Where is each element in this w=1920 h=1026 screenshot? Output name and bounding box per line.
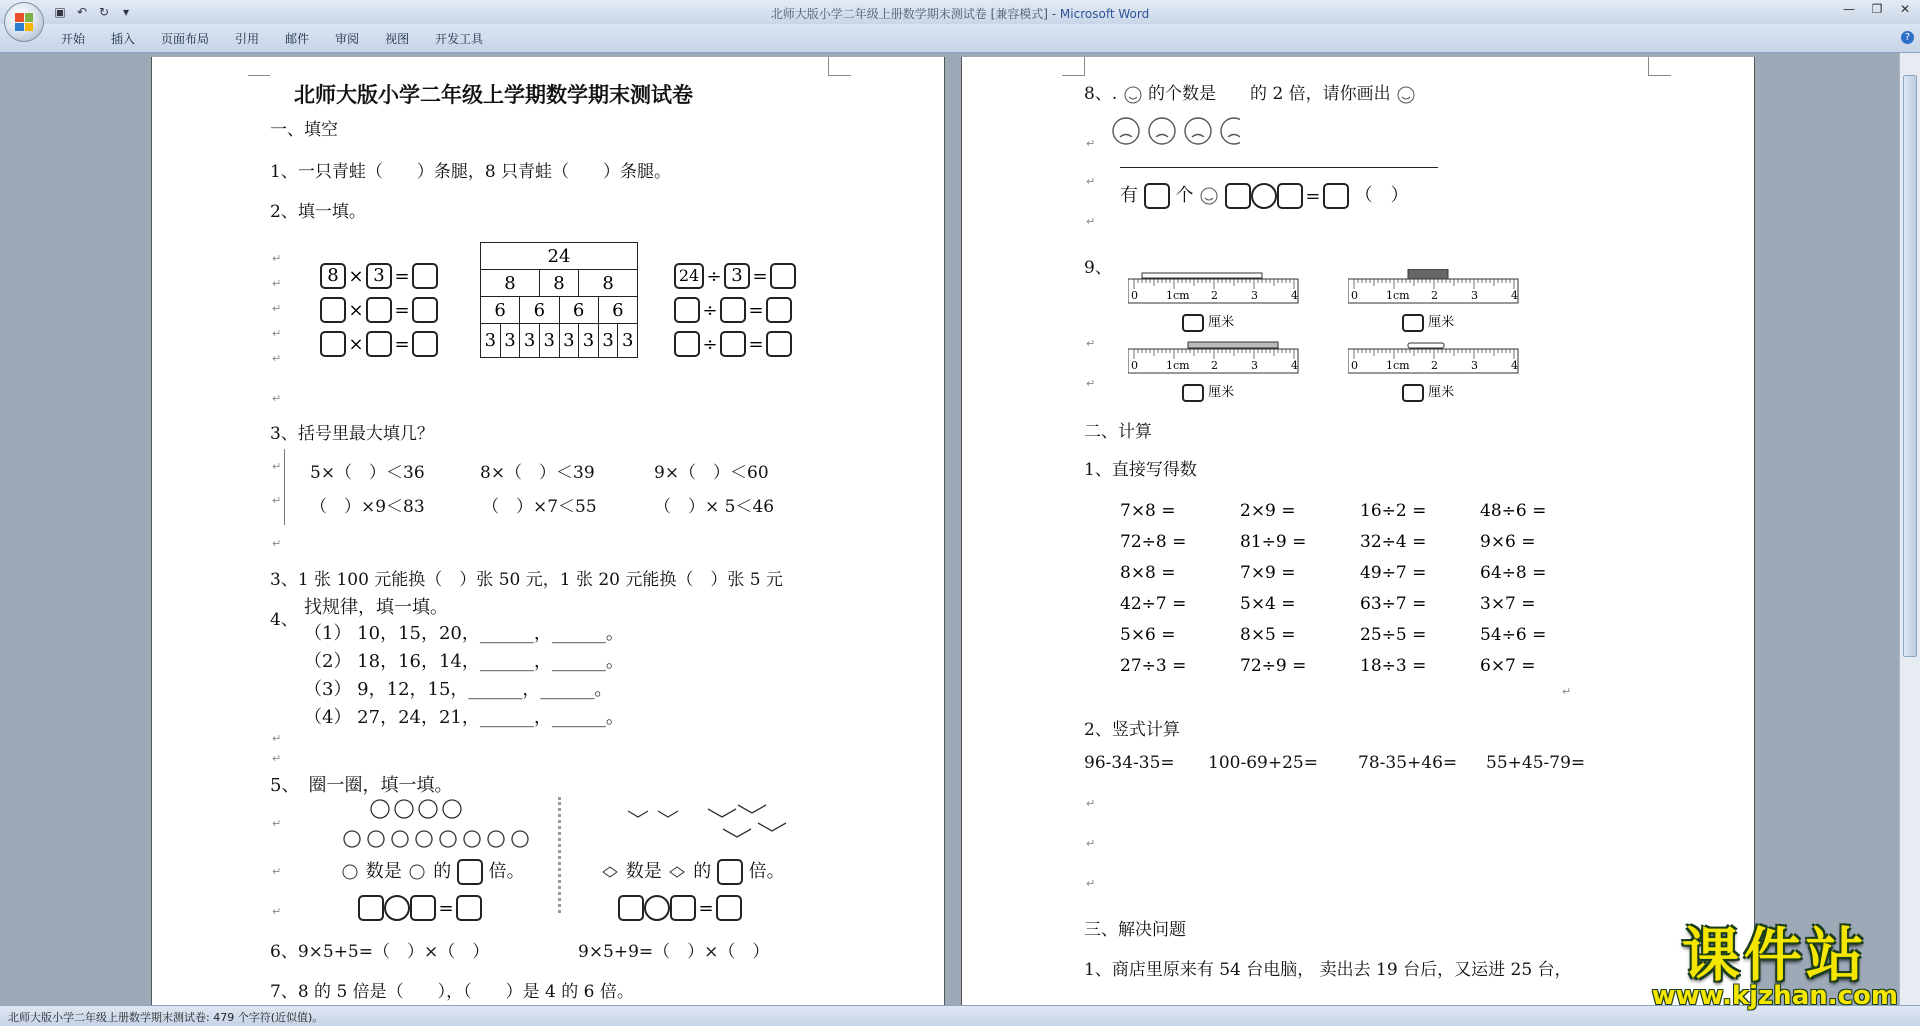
bee-illustration-icon xyxy=(340,795,540,855)
question-4-title: 找规律，填一填。 xyxy=(304,597,448,618)
equals-sign: = xyxy=(1305,185,1321,207)
smile-face-icon xyxy=(1123,85,1143,105)
section-fill-in: 一、填空 xyxy=(270,120,338,140)
paragraph-mark: ↵ xyxy=(272,732,282,745)
calc-item: 63÷7 = xyxy=(1360,594,1427,614)
ruler-tick-label: 2 xyxy=(1431,289,1438,302)
q5-text: 数是 xyxy=(625,861,662,882)
q8-ge: 个 xyxy=(1175,185,1194,206)
calc-item: 5×4 = xyxy=(1240,594,1296,614)
calc-item: 6×7 = xyxy=(1480,656,1536,676)
minimize-icon[interactable]: — xyxy=(1843,2,1855,16)
answer-box[interactable] xyxy=(720,297,746,323)
divider-zigzag xyxy=(558,797,573,913)
office-button[interactable] xyxy=(4,2,44,42)
q8-unit: （ ） xyxy=(1354,185,1409,206)
answer-box[interactable] xyxy=(766,297,792,323)
divide-sign: ÷ xyxy=(702,333,718,355)
ruler-tick-label: 4 xyxy=(1511,289,1518,302)
calc-item: 18÷3 = xyxy=(1360,656,1427,676)
answer-box[interactable] xyxy=(1182,314,1204,332)
window-controls xyxy=(1840,2,1914,16)
answer-box[interactable] xyxy=(716,895,742,921)
answer-box[interactable] xyxy=(770,263,796,289)
grid-cell: 8 xyxy=(539,270,578,297)
calc-item: 81÷9 = xyxy=(1240,532,1307,552)
paragraph-mark: ↵ xyxy=(272,865,282,878)
ruler-tick-label: 0 xyxy=(1131,359,1138,372)
calc-item: 2×9 = xyxy=(1240,501,1296,521)
document-workspace xyxy=(0,53,1900,1005)
q5-text: 倍。 xyxy=(488,861,525,882)
q8-line xyxy=(1084,79,1416,105)
paragraph-mark: ↵ xyxy=(272,494,282,507)
grid-cell: 3 xyxy=(598,324,618,358)
paragraph-mark: ↵ xyxy=(1086,137,1096,150)
vertical-item: 55+45-79= xyxy=(1486,753,1586,773)
calc-item: 27÷3 = xyxy=(1120,656,1187,676)
smile-face-icon xyxy=(1199,186,1219,206)
answer-box[interactable] xyxy=(358,895,384,921)
watermark-title: 课件站 xyxy=(1681,921,1868,989)
grid-cell: 3 xyxy=(579,324,599,358)
equals-sign: = xyxy=(698,897,714,919)
ruler-tick-label: 1cm xyxy=(1386,289,1410,302)
question-1: 1、一只青蛙（ ）条腿，8 只青蛙（ ）条腿。 xyxy=(270,162,672,182)
grid-cell: 6 xyxy=(481,297,520,324)
vertical-item: 100-69+25= xyxy=(1208,753,1318,773)
question-2: 2、填一填。 xyxy=(270,202,366,222)
pattern-row-4: （4） 27，24，21，______，______。 xyxy=(304,707,624,728)
calc-item: 7×9 = xyxy=(1240,563,1296,583)
grid-cell: 6 xyxy=(598,297,637,324)
calc-item: 16÷2 = xyxy=(1360,501,1427,521)
grid-cell: 6 xyxy=(520,297,559,324)
q3-item: 8×（ ）＜39 xyxy=(480,463,595,483)
answer-box[interactable] xyxy=(618,895,644,921)
calc-item: 5×6 = xyxy=(1120,625,1176,645)
calc-subtitle-2: 2、竖式计算 xyxy=(1084,720,1180,740)
smile-face-icon xyxy=(1396,85,1416,105)
q3-item: （ ）×9＜83 xyxy=(310,497,425,517)
section-problem-solving: 三、解决问题 xyxy=(1084,920,1186,940)
crop-mark xyxy=(828,57,851,76)
answer-box[interactable] xyxy=(412,297,438,323)
ruler-answer xyxy=(1182,381,1234,402)
calc-subtitle-1: 1、直接写得数 xyxy=(1084,460,1197,480)
watermark-url: www.kjzhan.com xyxy=(1651,981,1898,1011)
equals-sign: = xyxy=(752,265,768,287)
eq-divide-row-1 xyxy=(674,263,796,289)
ruler-tick-label: 1cm xyxy=(1166,359,1190,372)
calc-item: 48÷6 = xyxy=(1480,501,1547,521)
q5-equation-left xyxy=(358,895,482,921)
answer-box[interactable] xyxy=(1277,183,1303,209)
dragonfly-illustration-icon xyxy=(618,799,788,849)
paragraph-mark: ↵ xyxy=(272,460,282,473)
crop-mark xyxy=(1648,57,1671,76)
equals-sign: = xyxy=(748,333,764,355)
ruler-unit: 厘米 xyxy=(1428,385,1455,400)
section-calculation: 二、计算 xyxy=(1084,422,1152,442)
paragraph-mark: ↵ xyxy=(272,752,282,765)
given-number-box: 3 xyxy=(366,263,392,289)
paragraph-mark: ↵ xyxy=(1086,215,1096,228)
question-6b: 9×5+9=（ ）×（ ） xyxy=(578,942,770,962)
paragraph-mark: ↵ xyxy=(1086,175,1096,188)
q8-have: 有 xyxy=(1120,185,1138,206)
bee-icon xyxy=(340,862,360,882)
grid-cell: 3 xyxy=(559,324,579,358)
calc-item: 72÷9 = xyxy=(1240,656,1307,676)
tab-developer[interactable]: 开发工具 xyxy=(435,32,484,46)
ruler-tick-label: 2 xyxy=(1211,359,1218,372)
ruler-unit: 厘米 xyxy=(1208,385,1235,400)
document-title: 北师大版小学二年级上学期数学期末测试卷 xyxy=(294,82,693,107)
grid-cell: 3 xyxy=(618,324,638,358)
ruler-answer xyxy=(1402,381,1454,402)
answer-box[interactable] xyxy=(366,297,392,323)
calc-item: 54÷6 = xyxy=(1480,625,1547,645)
eq-multiply-row-3 xyxy=(320,331,438,357)
page-right xyxy=(962,57,1754,1005)
crop-mark xyxy=(1062,57,1085,76)
given-number-box: 8 xyxy=(320,263,346,289)
equals-sign: = xyxy=(394,265,410,287)
answer-box[interactable] xyxy=(674,331,700,357)
answer-box[interactable] xyxy=(720,331,746,357)
problem-1: 1、商店里原来有 54 台电脑， 卖出去 19 台后，又运进 25 台， xyxy=(1084,960,1572,980)
q5-equation-right xyxy=(618,895,742,921)
vertical-scrollbar[interactable] xyxy=(1899,53,1920,1005)
app-name: Microsoft Word xyxy=(1059,7,1150,21)
paragraph-mark: ↵ xyxy=(1086,337,1096,350)
answer-box[interactable] xyxy=(412,331,438,357)
answer-box[interactable] xyxy=(366,331,392,357)
ruler-tick-label: 4 xyxy=(1291,359,1298,372)
answer-box[interactable] xyxy=(717,859,743,885)
q5-text: 数是 xyxy=(365,861,402,882)
grid-cell: 6 xyxy=(559,297,598,324)
equals-sign: = xyxy=(394,299,410,321)
ruler-tick-label: 0 xyxy=(1351,289,1358,302)
grid-total: 24 xyxy=(481,243,638,270)
question-3b: 3、1 张 100 元能换（ ）张 50 元，1 张 20 元能换（ ）张 5 元 xyxy=(270,570,784,590)
q8-answer-line xyxy=(1120,181,1409,209)
calc-item: 9×6 = xyxy=(1480,532,1536,552)
answer-box[interactable] xyxy=(766,331,792,357)
title-bar xyxy=(0,0,1920,24)
restore-icon[interactable]: ❐ xyxy=(1871,2,1883,16)
divide-sign: ÷ xyxy=(706,265,722,287)
crop-mark xyxy=(248,57,270,76)
answer-box[interactable] xyxy=(674,297,700,323)
equals-sign: = xyxy=(394,333,410,355)
grid-cell: 8 xyxy=(481,270,540,297)
calc-item: 72÷8 = xyxy=(1120,532,1187,552)
pattern-row-1: （1） 10，15，20，______，______。 xyxy=(304,623,624,644)
paragraph-mark: ↵ xyxy=(272,302,282,315)
tab-mailings[interactable]: 邮件 xyxy=(285,32,310,46)
ruler-answer xyxy=(1182,311,1234,332)
undo-icon[interactable]: ↶ xyxy=(76,5,88,19)
butterfly-icon xyxy=(667,862,687,882)
sad-faces-row-icon xyxy=(1110,115,1240,147)
vertical-item: 96-34-35= xyxy=(1084,753,1175,773)
answer-box[interactable] xyxy=(1225,183,1251,209)
question-9: 9、 xyxy=(1084,258,1112,278)
paragraph-mark: ↵ xyxy=(272,537,282,550)
q8-number: 8、. xyxy=(1084,84,1118,104)
tab-references[interactable]: 引用 xyxy=(235,32,260,46)
times-sign: × xyxy=(348,333,364,355)
paragraph-mark: ↵ xyxy=(1086,877,1096,890)
calc-item: 64÷8 = xyxy=(1480,563,1547,583)
ruler-tick-label: 2 xyxy=(1211,289,1218,302)
status-bar xyxy=(0,1005,1920,1026)
customize-toolbar-icon[interactable]: ▾ xyxy=(122,5,130,19)
eq-divide-row-3 xyxy=(674,331,792,357)
answer-box[interactable] xyxy=(456,895,482,921)
scrollbar-thumb[interactable] xyxy=(1903,75,1917,657)
paragraph-mark: ↵ xyxy=(1086,797,1096,810)
equals-sign: = xyxy=(438,897,454,919)
calc-item: 8×8 = xyxy=(1120,563,1176,583)
divide-sign: ÷ xyxy=(702,299,718,321)
tab-page-layout[interactable]: 页面布局 xyxy=(161,32,210,46)
ruler-unit: 厘米 xyxy=(1428,315,1455,330)
ruler-tick-label: 3 xyxy=(1471,359,1478,372)
help-icon[interactable]: ? xyxy=(1901,31,1914,44)
paragraph-mark: ↵ xyxy=(272,817,282,830)
calc-item: 49÷7 = xyxy=(1360,563,1427,583)
question-3: 3、括号里最大填几？ xyxy=(270,424,434,444)
q5-text: 倍。 xyxy=(748,861,785,882)
drawing-line xyxy=(1120,167,1438,168)
ruler-tick-label: 4 xyxy=(1511,359,1518,372)
ruler-tick-label: 3 xyxy=(1251,359,1258,372)
bee-icon xyxy=(407,862,427,882)
watermark-logo xyxy=(1651,921,1898,1011)
eq-divide-row-2 xyxy=(674,297,792,323)
question-6a: 6、9×5+5=（ ）×（ ） xyxy=(270,942,490,962)
q3-item: 9×（ ）＜60 xyxy=(654,463,769,483)
paragraph-mark: ↵ xyxy=(1086,837,1096,850)
eq-multiply-row-2 xyxy=(320,297,438,323)
question-4-number: 4、 xyxy=(270,610,298,630)
pattern-row-3: （3） 9，12，15，______，______。 xyxy=(304,679,613,700)
paragraph-mark: ↵ xyxy=(272,392,282,405)
calc-item: 25÷5 = xyxy=(1360,625,1427,645)
answer-box[interactable] xyxy=(320,331,346,357)
answer-box[interactable] xyxy=(320,297,346,323)
answer-box[interactable] xyxy=(1182,384,1204,402)
answer-box[interactable] xyxy=(412,263,438,289)
answer-box[interactable] xyxy=(670,895,696,921)
paragraph-mark: ↵ xyxy=(1086,377,1096,390)
ruler-tick-label: 4 xyxy=(1291,289,1298,302)
calc-item: 7×8 = xyxy=(1120,501,1176,521)
tab-insert[interactable]: 插入 xyxy=(111,32,136,46)
ruler-unit: 厘米 xyxy=(1208,315,1235,330)
q3-item: （ ）× 5＜46 xyxy=(654,497,775,517)
ribbon xyxy=(0,24,1920,53)
ruler-tick-label: 2 xyxy=(1431,359,1438,372)
window-title: 北师大版小学二年级上册数学期末测试卷 [兼容模式] - Microsoft Word xyxy=(770,7,1150,21)
ruler-tick-label: 1cm xyxy=(1386,359,1410,372)
answer-box[interactable] xyxy=(410,895,436,921)
grid-cell: 3 xyxy=(539,324,559,358)
status-text: 北师大版小学二年级上册数学期末测试卷: 479 个字符(近似值)。 xyxy=(8,1011,324,1024)
tab-review[interactable]: 审阅 xyxy=(335,32,360,46)
vertical-item: 78-35+46= xyxy=(1358,753,1458,773)
pattern-row-2: （2） 18，16，14，______，______。 xyxy=(304,651,624,672)
save-icon[interactable]: ▣ xyxy=(54,5,66,19)
ribbon-tabs xyxy=(48,30,496,47)
calc-item: 3×7 = xyxy=(1480,594,1536,614)
answer-box[interactable] xyxy=(1144,183,1170,209)
tab-view[interactable]: 视图 xyxy=(385,32,410,46)
times-sign: × xyxy=(348,265,364,287)
q3-item: （ ）×7＜55 xyxy=(482,497,597,517)
grid-cell: 8 xyxy=(579,270,638,297)
paragraph-mark: ↵ xyxy=(272,352,282,365)
answer-box[interactable] xyxy=(457,859,483,885)
operator-circle[interactable] xyxy=(1251,183,1277,209)
q5-sentence-right xyxy=(600,857,785,885)
answer-box[interactable] xyxy=(1323,183,1349,209)
paragraph-mark: ↵ xyxy=(272,905,282,918)
office-logo-icon xyxy=(15,13,33,31)
question-7: 7、8 的 5 倍是（ ），（ ）是 4 的 6 倍。 xyxy=(270,982,634,1002)
paragraph-mark: ↵ xyxy=(272,327,282,340)
operator-circle[interactable] xyxy=(384,895,410,921)
times-sign: × xyxy=(348,299,364,321)
ruler-answer xyxy=(1402,311,1454,332)
calc-item: 32÷4 = xyxy=(1360,532,1427,552)
q5-text: 的 xyxy=(433,861,452,882)
q3-item: 5×（ ）＜36 xyxy=(310,463,425,483)
paragraph-mark: ↵ xyxy=(272,277,282,290)
calc-item: 8×5 = xyxy=(1240,625,1296,645)
redo-icon[interactable]: ↻ xyxy=(98,5,110,19)
grid-cell: 3 xyxy=(520,324,540,358)
division-grid xyxy=(480,242,638,358)
paragraph-mark: ↵ xyxy=(272,252,282,265)
grid-cell: 3 xyxy=(500,324,520,358)
answer-box[interactable] xyxy=(1402,384,1424,402)
calc-item: 42÷7 = xyxy=(1120,594,1187,614)
ruler-tick-label: 0 xyxy=(1351,359,1358,372)
answer-box[interactable] xyxy=(1402,314,1424,332)
dragonfly-icon xyxy=(600,862,620,882)
grid-cell: 3 xyxy=(481,324,501,358)
given-number-box: 3 xyxy=(724,263,750,289)
q5-text: 的 xyxy=(693,861,712,882)
ruler-tick-label: 0 xyxy=(1131,289,1138,302)
close-icon[interactable]: ✕ xyxy=(1899,2,1911,16)
ruler-tick-label: 3 xyxy=(1471,289,1478,302)
ruler-tick-label: 3 xyxy=(1251,289,1258,302)
paragraph-mark: ↵ xyxy=(1562,685,1572,698)
equals-sign: = xyxy=(748,299,764,321)
question-5: 5、 圈一圈，填一填。 xyxy=(270,775,453,796)
eq-multiply-row-1 xyxy=(320,263,438,289)
tab-home[interactable]: 开始 xyxy=(61,32,86,46)
q8-text: 的个数是 的 2 倍，请你画出 xyxy=(1148,84,1391,104)
q5-sentence-left xyxy=(340,857,525,885)
operator-circle[interactable] xyxy=(644,895,670,921)
ruler-tick-label: 1cm xyxy=(1166,289,1190,302)
page-left xyxy=(152,57,944,1005)
given-number-box: 24 xyxy=(674,263,704,289)
